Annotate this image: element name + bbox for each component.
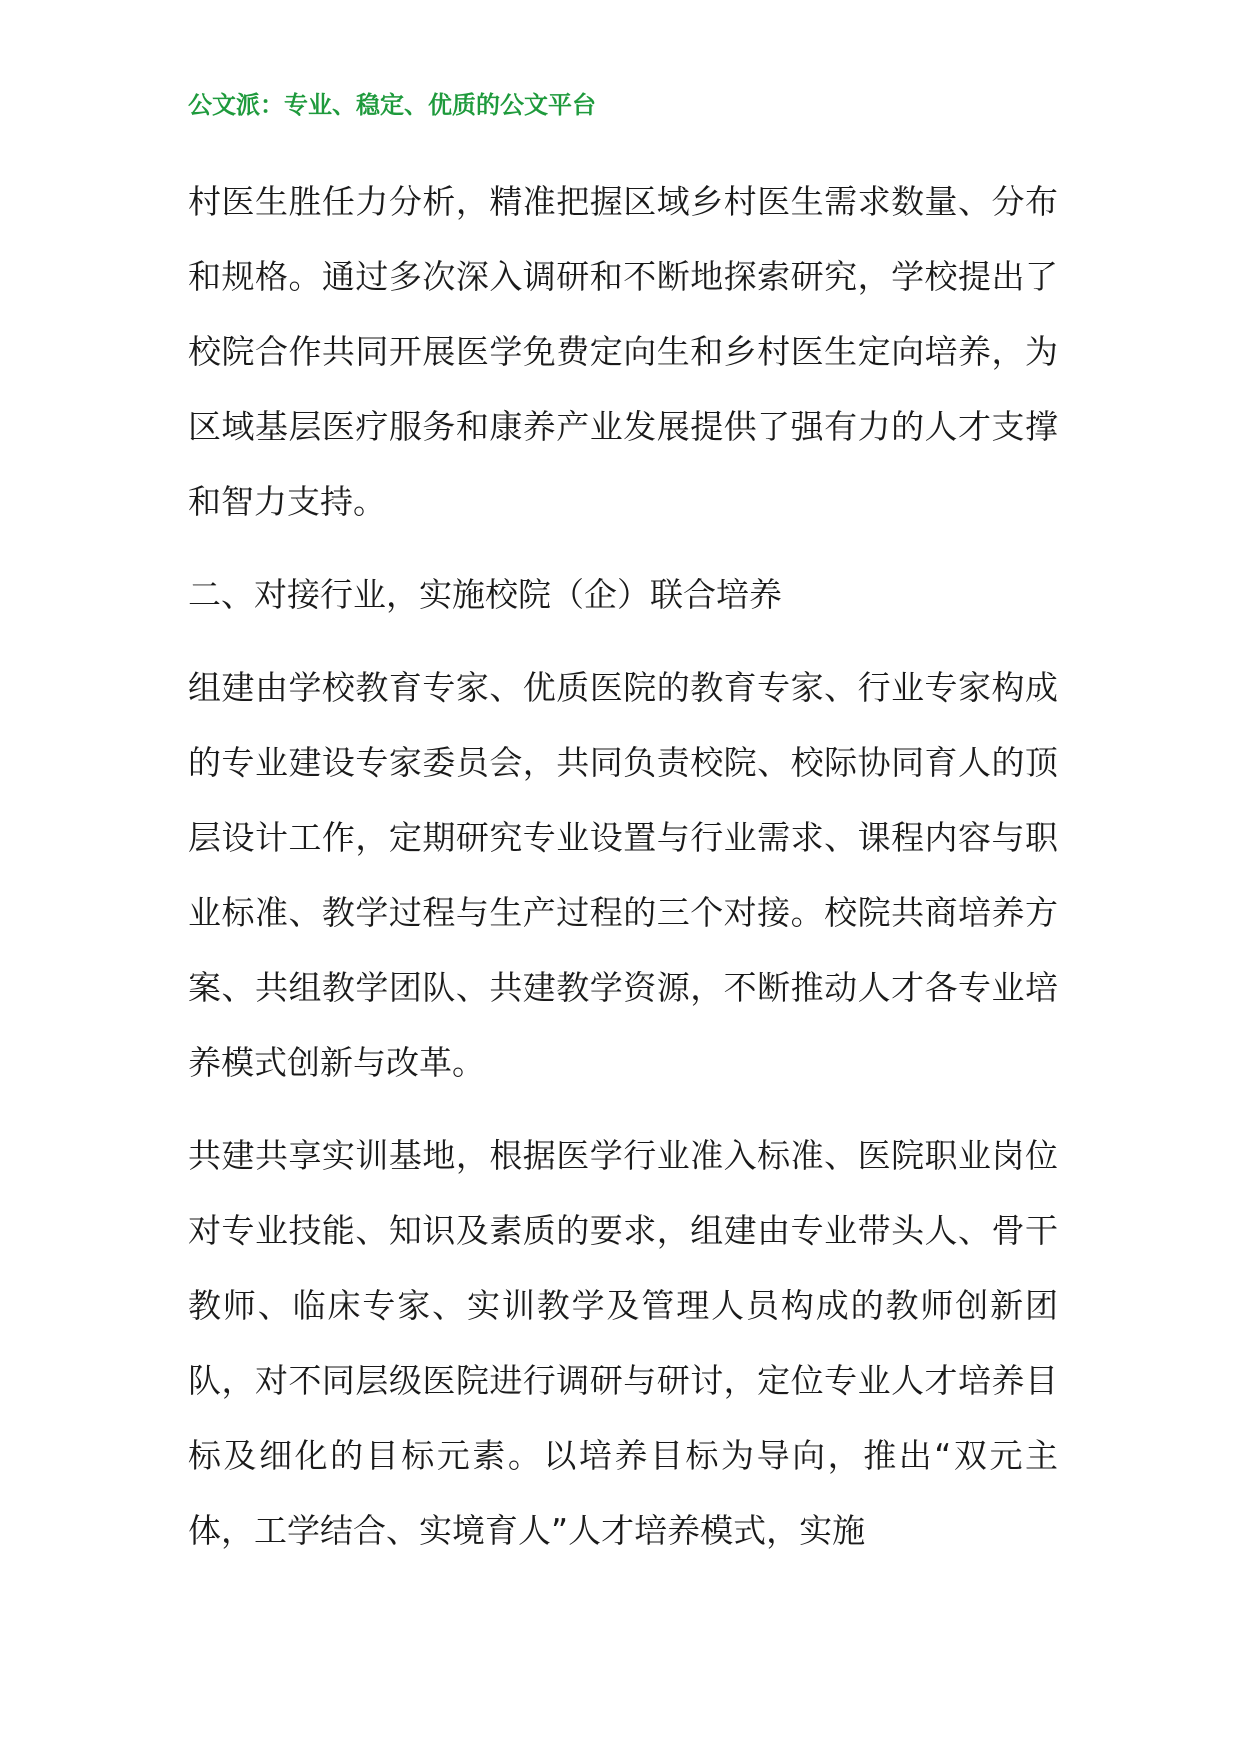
paragraph-continued: 村医生胜任力分析，精准把握区域乡村医生需求数量、分布和规格。通过多次深入调研和不断地探索研究，学校提出了校院合作共同开展医学免费定向生和乡村医生定向培养，为区域基层医疗服务和康养产业发展提供了强有力的人才支撑和智力支持。 (188, 182, 1058, 521)
document-body (188, 164, 1058, 1568)
paragraph-expert-committee: 组建由学校教育专家、优质医院的教育专家、行业专家构成的专业建设专家委员会，共同负责校院、校际协同育人的顶层设计工作，定期研究专业设置与行业需求、课程内容与职业标准、教学过程与生产过程的三个对接。校院共商培养方案、共组教学团队、共建教学资源，不断推动人才各专业培养模式创新与改革。 (188, 668, 1058, 1082)
paragraph-training-base: 共建共享实训基地，根据医学行业准入标准、医院职业岗位对专业技能、知识及素质的要求，组建由专业带头人、骨干教师、临床专家、实训教学及管理人员构成的教师创新团队，对不同层级医院进行调研与研讨，定位专业人才培养目标及细化的目标元素。以培养目标为导向，推出“双元主体，工学结合、实境育人”人才培养模式，实施 (188, 1136, 1058, 1550)
section-heading: 二、对接行业，实施校院（企）联合培养 (188, 575, 782, 614)
page-header: 公文派：专业、稳定、优质的公文平台 (188, 91, 596, 119)
